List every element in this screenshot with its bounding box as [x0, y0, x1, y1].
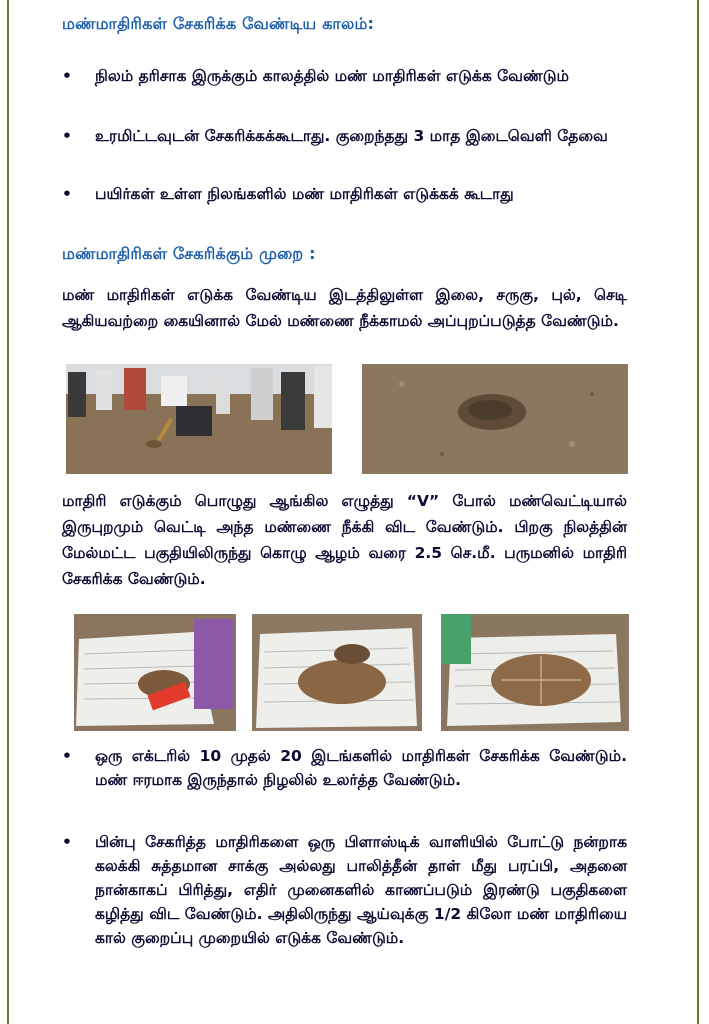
bullet-text: உரமிட்டவுடன் சேகரிக்கக்கூடாது. குறைந்தது 3 மாத இடைவெளி தேவை — [95, 127, 608, 145]
time-bullet-3 — [62, 182, 627, 206]
heading-collection-method: மண்மாதிரிகள் சேகரிக்கும் முறை : — [62, 244, 316, 263]
soil-on-newspaper-photo-2 — [252, 614, 422, 731]
method-paragraph-2: மாதிரி எடுக்கும் பொழுது ஆங்கில எழுத்து “V” போல் மண்வெட்டியால் இருபுறமும் வெட்டி அந்த மண்ணை நீக்கி விட வேண்டும். பிறகு நிலத்தின் மேல்மட்ட பகுதியிலிருந்து கொழு ஆழம் வரை 2.5 செ.மீ. பருமனில் மாதிரி சேகரிக்க வேண்டும். — [62, 492, 627, 588]
soil-on-newspaper-photo-1 — [74, 614, 236, 731]
bullet-text: பயிர்கள் உள்ள நிலங்களில் மண் மாதிரிகள் எடுக்கக் கூடாது — [95, 185, 514, 203]
method-bullet-1 — [62, 744, 627, 792]
bullet-marker: • — [62, 127, 72, 145]
method-paragraph-1: மண் மாதிரிகள் எடுக்க வேண்டிய இடத்திலுள்ள இலை, சருகு, புல், செடி ஆகியவற்றை கையினால் மேல் மண்ணை நீக்காமல் அப்புறப்படுத்த வேண்டும். — [62, 286, 627, 330]
bullet-marker: • — [62, 747, 72, 765]
page-border-right — [697, 0, 699, 1024]
field-digging-photo — [66, 364, 332, 474]
soil-on-newspaper-photo-3 — [441, 614, 629, 731]
method-bullet-2 — [62, 830, 627, 950]
bullet-text: பின்பு சேகரித்த மாதிரிகளை ஒரு பிளாஸ்டிக் வாளியில் போட்டு நன்றாக கலக்கி சுத்தமான சாக்கு அல்லது பாலித்தீன் தாள் மீது பரப்பி, அதனை நான்காகப் பிரித்து, எதிர் முனைகளில் காணப்படும் இரண்டு பகுதிகளை கழித்து விட வேண்டும். அதிலிருந்து ஆய்வுக்கு 1/2 கிலோ மண் மாதிரியை கால் குறைப்பு முறையில் எடுக்க வேண்டும். — [95, 833, 627, 947]
bullet-marker: • — [62, 833, 72, 851]
bullet-marker: • — [62, 67, 72, 85]
bullet-text: நிலம் தரிசாக இருக்கும் காலத்தில் மண் மாதிரிகள் எடுக்க வேண்டும் — [95, 67, 569, 85]
page-border-left — [7, 0, 9, 1024]
bullet-text: ஒரு எக்டரில் 10 முதல் 20 இடங்களில் மாதிரிகள் சேகரிக்க வேண்டும். மண் ஈரமாக இருந்தால் நிழலில் உலர்த்த வேண்டும். — [95, 747, 627, 789]
bullet-marker: • — [62, 185, 72, 203]
time-bullet-1 — [62, 64, 627, 88]
soil-pit-photo — [362, 364, 628, 474]
heading-collection-time: மண்மாதிரிகள் சேகரிக்க வேண்டிய காலம்: — [62, 14, 375, 33]
time-bullet-2 — [62, 124, 627, 148]
